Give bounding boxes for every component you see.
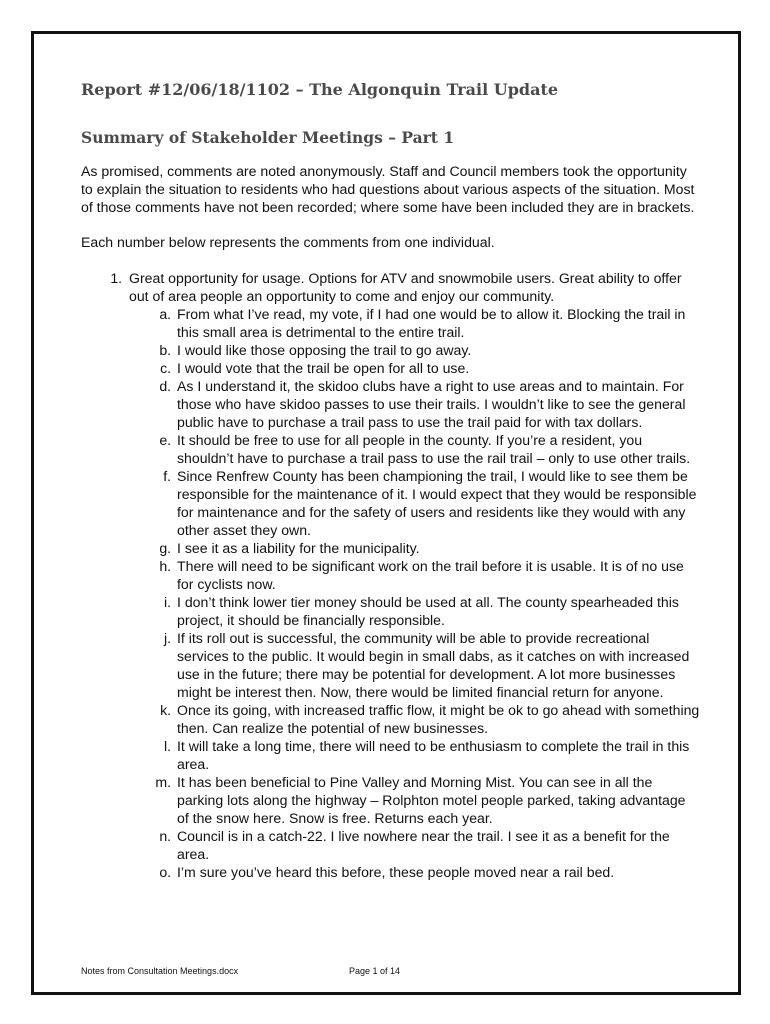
intro-paragraph: As promised, comments are noted anonymously. Staff and Council members took the opportunity to explain the situation to residents who had questions about various aspects of the situation. Most of those comments have not been recorded; where some have been included they are in brackets. [81,163,695,215]
comment-item [126,269,701,881]
sub-comment-item: h. There will need to be significant work on the trail before it is usable. It is of no use for cyclists now. [175,557,701,593]
document-page [31,31,741,995]
sub-comment-item: k. Once its going, with increased traffic flow, it might be ok to go ahead with something then. Can realize the potential of new businesses. [175,701,701,737]
sub-comment-item: m. It has been beneficial to Pine Valley and Morning Mist. You can see in all the parking lots along the highway – Rolphton motel people parked, taking advantage of the snow here. Snow is free. Returns each year. [175,773,701,827]
sub-comment-item: l. It will take a long time, there will need to be enthusiasm to complete the trail in this area. [175,737,701,773]
sub-comment-item: j. If its roll out is successful, the community will be able to provide recreational services to the public. It would begin in small dabs, as it catches on with increased use in the future; there may be potential for development. A lot more businesses might be interest then. Now, there would be limited financial return for anyone. [175,629,701,701]
note-paragraph: Each number below represents the comments from one individual. [81,234,495,250]
sub-comment-item: i. I don’t think lower tier money should be used at all. The county spearheaded this project, it should be financially responsible. [175,593,701,629]
sub-comment-item: b. I would like those opposing the trail to go away. [175,341,701,359]
document-body [81,78,701,881]
sub-comment-item: o. I’m sure you’ve heard this before, these people moved near a rail bed. [175,863,701,881]
sub-comment-item: c. I would vote that the trail be open for all to use. [175,359,701,377]
comment-text: Great opportunity for usage. Options for ATV and snowmobile users. Great ability to offer out of area people an opportunity to come and enjoy our community. [129,270,682,304]
sub-comment-item: n. Council is in a catch-22. I live nowhere near the trail. I see it as a benefit for the area. [175,827,701,863]
report-title: Report #12/06/18/1102 – The Algonquin Trail Update [81,80,559,99]
footer-page-number: Page 1 of 14 [349,966,401,976]
footer-filename: Notes from Consultation Meetings.docx [81,966,239,976]
sub-comment-item: e. It should be free to use for all people in the county. If you’re a resident, you shouldn’t have to purchase a trail pass to use the rail trail – only to use other trails. [175,431,701,467]
sub-comment-list [129,305,701,881]
sub-comment-item: d. As I understand it, the skidoo clubs have a right to use areas and to maintain. For those who have skidoo passes to use their trails. I wouldn’t like to see the general public have to purchase a trail pass to use the trail paid for with tax dollars. [175,377,701,431]
sub-comment-item: a. From what I’ve read, my vote, if I had one would be to allow it. Blocking the trail in this small area is detrimental to the entire trail. [175,305,701,341]
sub-comment-item: g. I see it as a liability for the municipality. [175,539,701,557]
comment-list [81,269,701,881]
page-footer [81,966,701,980]
section-title: Summary of Stakeholder Meetings – Part 1 [81,128,455,147]
sub-comment-item: f. Since Renfrew County has been championing the trail, I would like to see them be responsible for the maintenance of it. I would expect that they would be responsible for maintenance and for the safety of users and residents like they would with any other asset they own. [175,467,701,539]
